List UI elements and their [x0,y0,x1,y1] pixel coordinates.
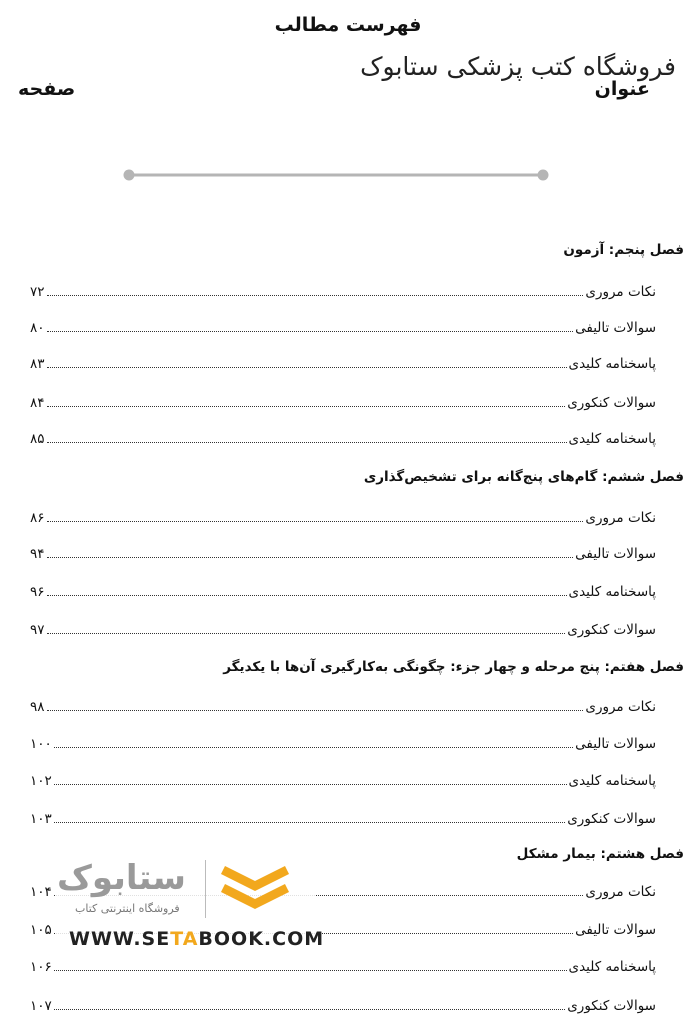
entry-label: نکات مروری [585,699,656,715]
entry-label: سوالات کنکوری [567,622,656,638]
toc-entry[interactable] [30,732,656,752]
url-accent: TA [170,928,199,950]
toc-entry[interactable] [30,955,656,975]
title-column-header: عنوان [594,78,650,100]
store-watermark-text: فروشگاه کتب پزشکی ستابوک [360,52,676,81]
dot-leader [54,821,565,823]
dot-leader [54,783,567,785]
entry-page-number: ۹۴ [30,546,45,562]
entry-page-number: ۹۷ [30,622,45,638]
toc-entry[interactable] [30,807,656,827]
chevron-logo-icon [215,862,295,920]
toc-entry[interactable] [30,994,656,1014]
toc-entry[interactable] [30,352,656,372]
dot-leader [47,366,567,368]
entry-label: پاسخنامه کلیدی [568,773,656,789]
dot-leader [47,441,567,443]
logo-separator [205,860,206,918]
entry-label: سوالات کنکوری [567,811,656,827]
entry-label: سوالات تالیفی [575,922,656,938]
toc-entry[interactable] [30,618,656,638]
entry-page-number: ۱۰۷ [30,998,52,1014]
chapter-heading: فصل هشتم: بیمار مشکل [516,846,684,862]
website-url [69,928,324,950]
dot-leader [47,556,574,558]
entry-page-number: ۱۰۰ [30,736,52,752]
page-title: فهرست مطالب [274,14,422,36]
entry-page-number: ۱۰۲ [30,773,52,789]
toc-entry[interactable] [30,280,656,300]
entry-label: سوالات تالیفی [575,546,656,562]
toc-entry[interactable] [30,580,656,600]
entry-label: نکات مروری [585,510,656,526]
dot-leader [47,520,584,522]
toc-entry[interactable] [30,542,656,562]
entry-page-number: ۸۶ [30,510,45,526]
brand-name: ستابوک [57,858,186,898]
setabook-logo [55,858,325,958]
entry-label: پاسخنامه کلیدی [568,959,656,975]
entry-label: پاسخنامه کلیدی [568,584,656,600]
entry-page-number: ۱۰۶ [30,959,52,975]
dot-leader [47,709,584,711]
entry-page-number: ۱۰۴ [30,884,52,900]
dot-leader [47,294,584,296]
decorative-divider [122,168,550,182]
entry-label: نکات مروری [585,884,656,900]
entry-label: نکات مروری [585,284,656,300]
entry-page-number: ۹۶ [30,584,45,600]
entry-page-number: ۱۰۵ [30,922,52,938]
dot-leader [47,405,566,407]
entry-label: سوالات کنکوری [567,395,656,411]
toc-entry[interactable] [30,316,656,336]
toc-entry[interactable] [30,506,656,526]
entry-label: سوالات تالیفی [575,320,656,336]
dot-leader [54,969,567,971]
entry-page-number: ۷۲ [30,284,45,300]
url-suffix: BOOK.COM [198,928,325,950]
entry-page-number: ۱۰۳ [30,811,52,827]
toc-entry[interactable] [30,427,656,447]
chapter-heading: فصل پنجم: آزمون [563,242,684,258]
toc-entry[interactable] [30,391,656,411]
page-column-header: صفحه [18,78,76,100]
entry-label: پاسخنامه کلیدی [568,431,656,447]
toc-entry[interactable] [30,769,656,789]
brand-tagline: فروشگاه اینترنتی کتاب [75,902,180,915]
toc-entry[interactable] [30,695,656,715]
dot-leader [47,330,574,332]
dot-leader [54,1008,565,1010]
entry-label: پاسخنامه کلیدی [568,356,656,372]
dot-leader [47,632,566,634]
chapter-heading: فصل ششم: گام‌های پنج‌گانه برای تشخیص‌گذاری [363,469,684,485]
dot-leader [47,594,567,596]
entry-label: سوالات تالیفی [575,736,656,752]
entry-page-number: ۸۴ [30,395,45,411]
dot-leader [54,746,573,748]
entry-page-number: ۸۵ [30,431,45,447]
chapter-heading: فصل هفتم: پنج مرحله و چهار جزء: چگونگی به‌کارگیری آن‌ها با یکدیگر [223,659,684,675]
url-prefix: WWW.SE [69,928,171,950]
entry-label: سوالات کنکوری [567,998,656,1014]
entry-page-number: ۹۸ [30,699,45,715]
entry-page-number: ۸۰ [30,320,45,336]
entry-page-number: ۸۳ [30,356,45,372]
